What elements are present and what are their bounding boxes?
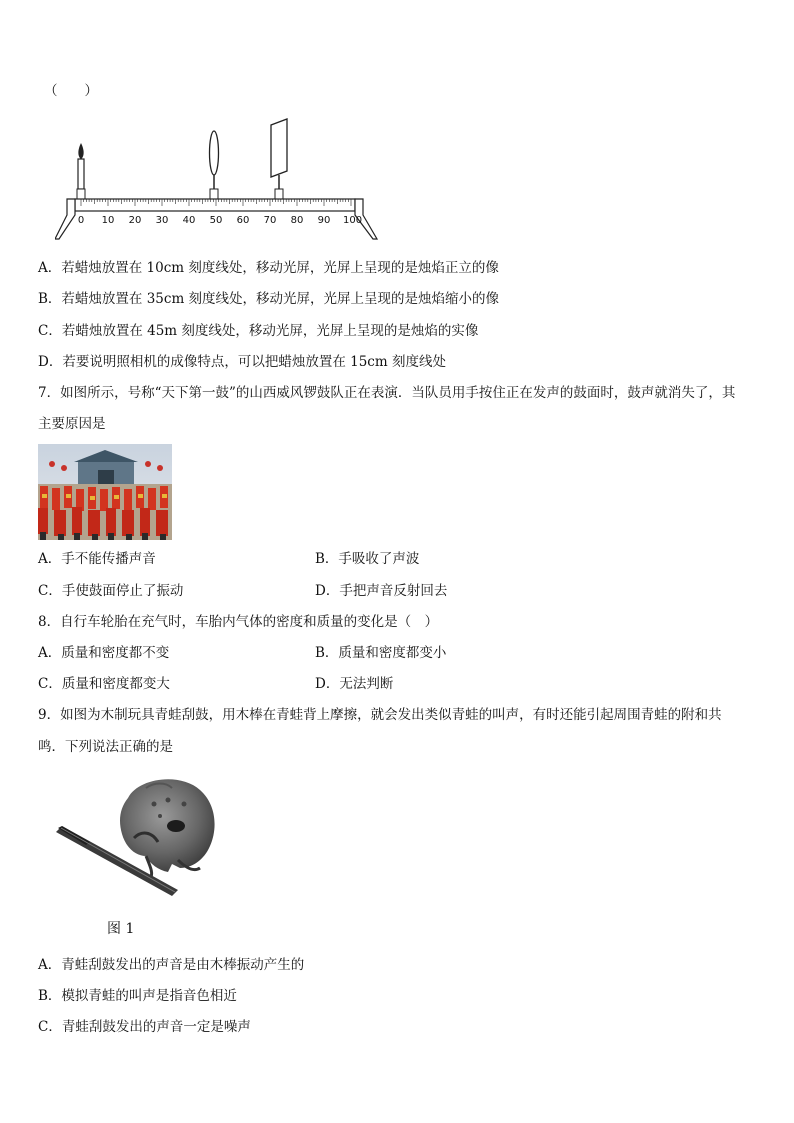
drum-troupe-photo	[38, 444, 172, 540]
convex-lens-icon	[210, 131, 219, 199]
ruler-tick-label: 100	[343, 215, 363, 226]
q9-stem-line1: 9．如图为木制玩具青蛙刮鼓，用木棒在青蛙背上摩擦，就会发出类似青蛙的叫声，有时还能引起周围青蛙的附和共	[38, 707, 722, 723]
q9-stem-line2: 鸣．下列说法正确的是	[38, 739, 173, 755]
ruler-tick-label: 30	[155, 215, 169, 226]
q6-option-c[interactable]: C．若蜡烛放置在 45m 刻度线处，移动光屏，光屏上呈现的是烛焰的实像	[38, 323, 479, 339]
q7-option-b[interactable]: B．手吸收了声波	[315, 551, 420, 567]
ruler-tick-label: 40	[182, 215, 196, 226]
light-screen-icon	[271, 119, 287, 199]
q8-option-b[interactable]: B．质量和密度都变小	[315, 645, 447, 661]
ruler-tick-label: 20	[128, 215, 142, 226]
ruler-tick-label: 90	[317, 215, 331, 226]
wooden-frog-figure	[50, 768, 230, 908]
q8-option-d[interactable]: D．无法判断	[315, 676, 394, 692]
q9-option-a[interactable]: A．青蛙刮鼓发出的声音是由木棒振动产生的	[38, 957, 305, 973]
q8-option-c[interactable]: C．质量和密度都变大	[38, 676, 170, 692]
ruler-tick-label: 70	[263, 215, 277, 226]
q7-stem-line1: 7．如图所示，号称“天下第一鼓”的山西威风锣鼓队正在表演．当队员用手按住正在发声的鼓面时，鼓声就消失了，其	[38, 385, 736, 401]
figure-caption: 图 1	[107, 921, 135, 937]
candle-icon	[77, 143, 85, 199]
ruler-tick-label: 50	[209, 215, 223, 226]
q7-option-c[interactable]: C．手使鼓面停止了振动	[38, 583, 184, 599]
q7-option-d[interactable]: D．手把声音反射回去	[315, 583, 448, 599]
q8-stem: 8．自行车轮胎在充气时，车胎内气体的密度和质量的变化是（ ）	[38, 614, 439, 630]
ruler-tick-label: 10	[101, 215, 115, 226]
q9-option-b[interactable]: B．模拟青蛙的叫声是指音色相近	[38, 988, 237, 1004]
frog-icon	[120, 779, 215, 878]
q9-option-c[interactable]: C．青蛙刮鼓发出的声音一定是噪声	[38, 1019, 251, 1035]
q7-option-a[interactable]: A．手不能传播声音	[38, 551, 156, 567]
ruler-tick-label: 60	[236, 215, 250, 226]
q6-bracket: （ ）	[44, 83, 98, 99]
q6-option-b[interactable]: B．若蜡烛放置在 35cm 刻度线处，移动光屏，光屏上呈现的是烛焰缩小的像	[38, 291, 500, 307]
q8-option-a[interactable]: A．质量和密度都不变	[38, 645, 170, 661]
ruler-tick-label: 80	[290, 215, 304, 226]
ruler-tick-label: 0	[77, 215, 85, 226]
q6-option-a[interactable]: A．若蜡烛放置在 10cm 刻度线处，移动光屏，光屏上呈现的是烛焰正立的像	[38, 260, 499, 276]
q6-option-d[interactable]: D．若要说明照相机的成像特点，可以把蜡烛放置在 15cm 刻度线处	[38, 354, 446, 370]
q7-stem-line2: 主要原因是	[38, 416, 106, 432]
